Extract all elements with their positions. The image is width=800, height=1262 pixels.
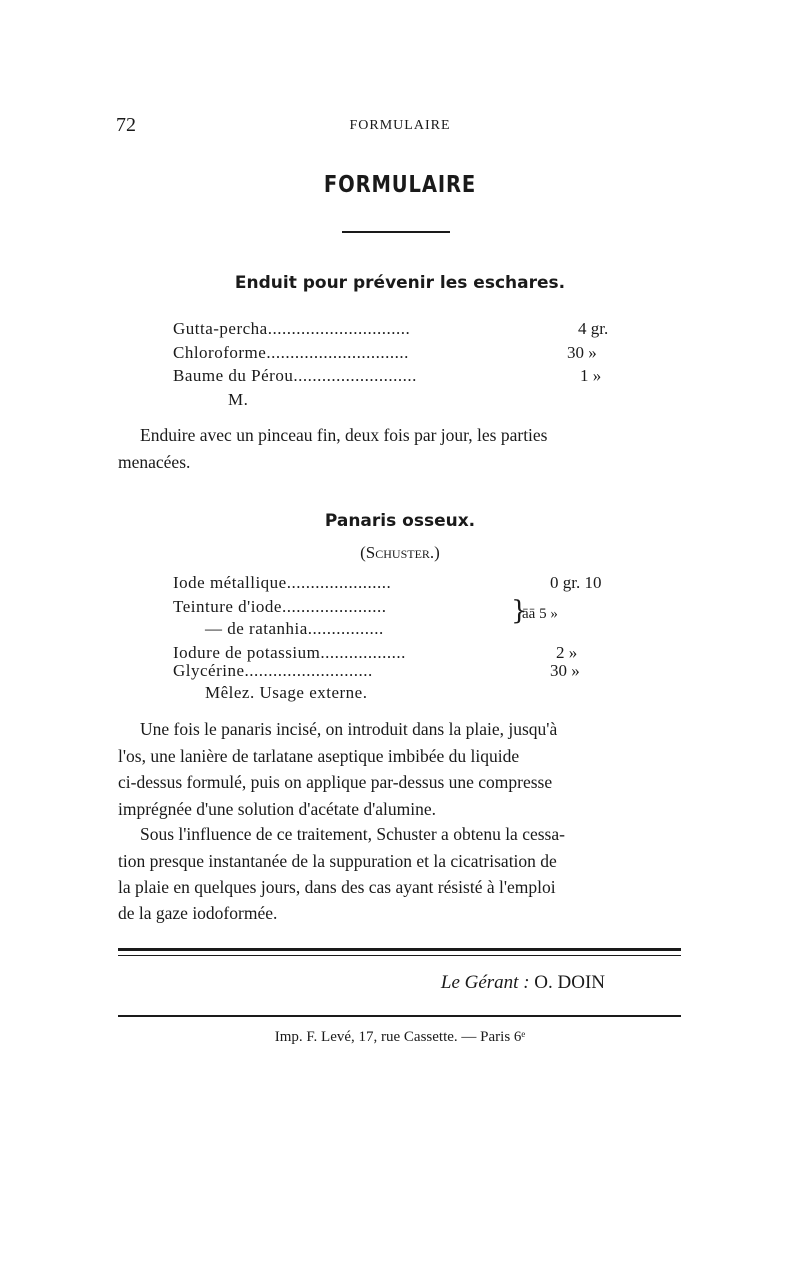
section1-heading: Enduit pour prévenir les eschares.	[234, 273, 566, 293]
title-rule	[342, 231, 450, 233]
running-title: FORMULAIRE	[349, 118, 451, 133]
ingredient-row	[173, 643, 406, 663]
text-line: la plaie en quelques jours, dans des cas ayant résisté à l'emploi	[118, 877, 556, 897]
ingredient-row	[173, 366, 417, 386]
leader-dots: ...........................	[244, 661, 373, 680]
ingredient-name: Baume du Pérou	[173, 366, 294, 385]
text-line: Sous l'influence de ce traitement, Schuster a obtenu la cessa-	[140, 824, 565, 844]
ingredient-row	[205, 619, 384, 639]
leader-dots: ..............................	[266, 343, 409, 362]
author-name: (Schuster.)	[360, 543, 440, 562]
printer-imprint: Imp. F. Levé, 17, rue Cassette. — Paris 6ᵉ	[274, 1029, 526, 1045]
text-line: tion presque instantanée de la suppuration et la cicatrisation de	[118, 851, 557, 871]
text-line: Une fois le panaris incisé, on introduit dans la plaie, jusqu'à	[140, 719, 558, 739]
brace: }	[511, 596, 528, 626]
ingredient-qty: 0 gr. 10	[550, 573, 602, 592]
gerant-label: Le Gérant :	[440, 972, 530, 993]
leader-dots: ......................	[286, 573, 392, 592]
ingredient-qty: 4 gr.	[578, 319, 609, 338]
double-rule-bottom	[118, 955, 681, 956]
ingredient-name: — de ratanhia	[205, 619, 308, 638]
double-rule-top	[118, 948, 681, 951]
ingredient-qty: āā 5 »	[522, 606, 558, 622]
instruction: M.	[228, 390, 249, 409]
gerant-name: O. DOIN	[534, 972, 605, 993]
ingredient-row	[173, 661, 373, 681]
text-line: Enduire avec un pinceau fin, deux fois par jour, les parties	[140, 425, 548, 445]
leader-dots: ................	[307, 619, 384, 638]
text-line: l'os, une lanière de tarlatane aseptique imbibée du liquide	[118, 746, 520, 766]
ingredient-name: Iode métallique	[173, 573, 287, 592]
text-line: imprégnée d'une solution d'acétate d'alumine.	[118, 799, 437, 819]
ingredient-qty: 30 »	[550, 661, 580, 680]
leader-dots: ..........................	[293, 366, 417, 385]
ingredient-qty: 1 »	[580, 366, 602, 385]
ingredient-row	[173, 343, 409, 363]
footer-rule	[118, 1015, 681, 1017]
ingredient-row	[173, 573, 391, 593]
leader-dots: ..............................	[267, 319, 411, 338]
leader-dots: ......................	[281, 597, 387, 616]
page-title: FORMULAIRE	[323, 172, 477, 198]
leader-dots: ..................	[320, 643, 406, 662]
page-number: 72	[116, 114, 136, 136]
instruction: Mêlez. Usage externe.	[205, 683, 368, 702]
text-line: de la gaze iodoformée.	[118, 903, 278, 923]
ingredient-qty: 30 »	[567, 343, 597, 362]
ingredient-row	[173, 597, 386, 617]
ingredient-name: Iodure de potassium	[173, 643, 321, 662]
ingredient-name: Glycérine	[173, 661, 245, 680]
text-line: menacées.	[118, 452, 191, 472]
ingredient-name: Chloroforme	[173, 343, 267, 362]
section2-heading: Panaris osseux.	[324, 511, 476, 531]
ingredient-row	[173, 319, 410, 339]
gerant-line	[441, 972, 605, 994]
text-line: ci-dessus formulé, puis on applique par-dessus une compresse	[118, 772, 553, 792]
ingredient-name: Teinture d'iode	[173, 597, 282, 616]
ingredient-qty: 2 »	[556, 643, 578, 662]
ingredient-name: Gutta-percha	[173, 319, 268, 338]
